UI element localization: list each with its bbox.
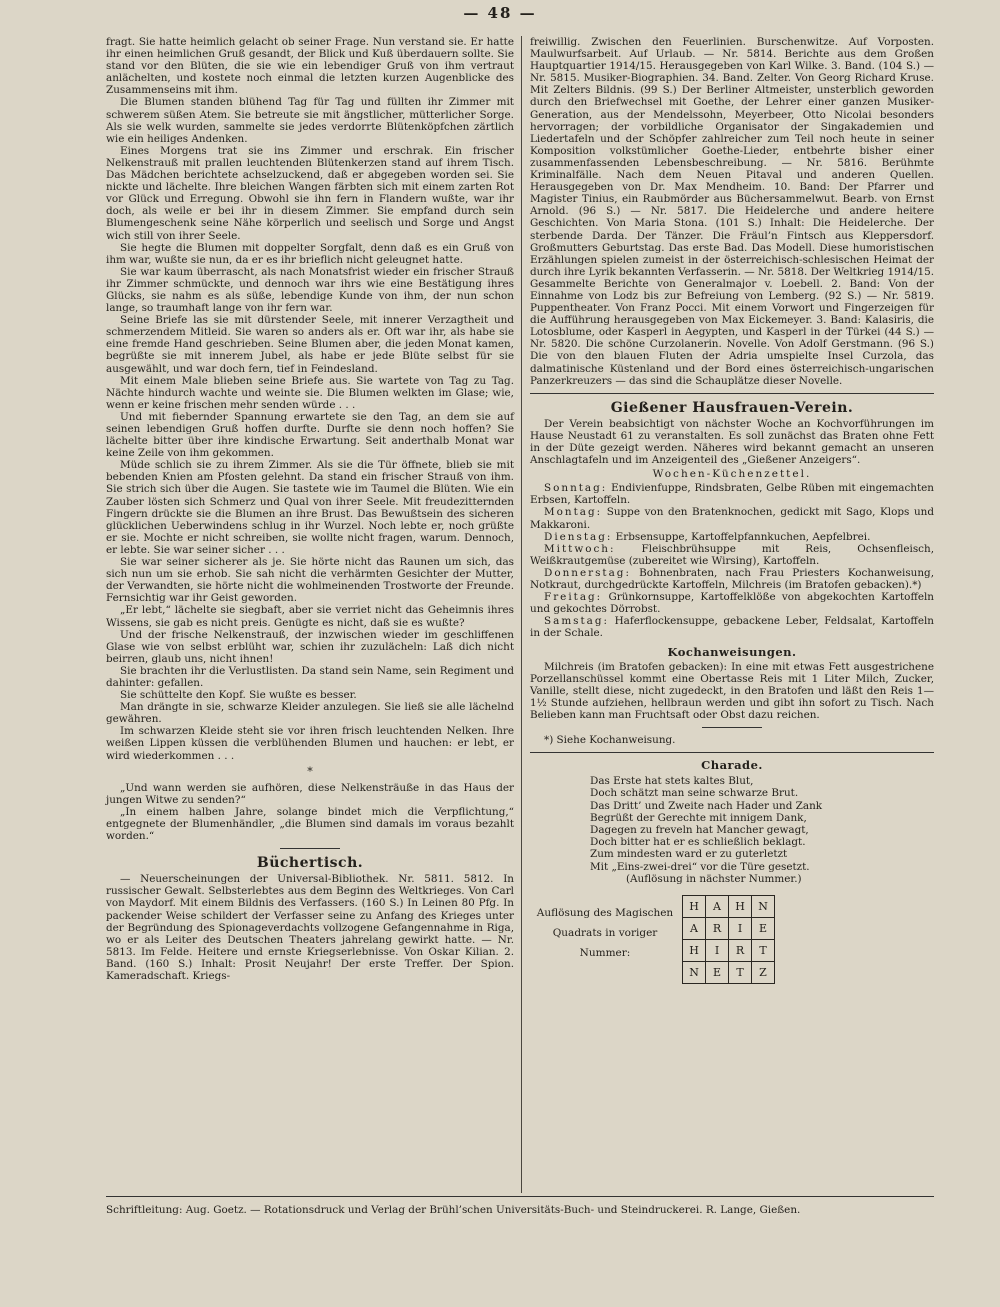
story-paragraph: „Er lebt,“ lächelte sie siegbaft, aber sie verriet nicht das Geheimnis ihres Wissens, sie gab es nicht preis. Genügte es nicht, daß sie es wußte? <box>106 604 514 629</box>
story-paragraph: „Und wann werden sie aufhören, diese Nelkensträuße in das Haus der jungen Witwe zu senden?“ <box>106 781 514 806</box>
menu-text: Erbsensuppe, Kartoffelpfannkuchen, Aepfelbrei. <box>615 530 871 543</box>
menu-text: Endivienfuppe, Rindsbraten, Gelbe Rüben mit eingemachten Erbsen, Kartoffeln. <box>530 482 934 507</box>
story-paragraph: Mit einem Male blieben seine Briefe aus. Sie wartete von Tag zu Tag. Nächte hindurch wachte und weinte sie. Die Blumen welkten im Glase; wie, wenn er keine frischen mehr senden würde . . . <box>106 374 514 411</box>
menu-day: Samstag: <box>544 615 610 628</box>
menu-day: Montag: <box>544 506 603 519</box>
section-star-divider: * <box>307 764 313 778</box>
story-paragraph: Sie hegte die Blumen mit doppelter Sorgfalt, denn daß es ein Gruß von ihm war, wußte sie nun, da er es ihr brieflich nicht geleugnet hatte. <box>106 241 514 266</box>
story-paragraph: „In einem halben Jahre, solange bindet mich die Verpflichtung,“ entgegnete der Blumenhändler, „die Blumen sind damals im voraus bezahlt worden.“ <box>106 805 514 843</box>
grid-cell: A <box>683 918 706 940</box>
charade-line: Zum mindesten ward er zu guterletzt <box>590 848 788 861</box>
verein-paragraph: Der Verein beabsichtigt von nächster Woche an Kochvorführungen im Hause Neustadt 61 zu veranstalten. Es soll zunächst das Braten ohne Fett in der Düte gezeigt werden. Näheres wird bekannt gemacht an unseren Anschlagtafeln und im Anzeigenteil des „Gießener Anzeigers“. <box>530 417 934 467</box>
grid-cell: T <box>752 940 775 962</box>
story-paragraph: Und mit fiebernder Spannung erwartete sie den Tag, an dem sie auf seinen lebendigen Gruß hoffen durfte. Durfte sie denn noch hoffen? Sie lächelte bitter über ihre kindische Erwartung. Seit anderthalb Monat war keine Zeile von ihm gekommen. <box>106 410 514 460</box>
grid-cell: I <box>706 940 729 962</box>
buechertisch-continued: freiwillig. Zwischen den Feuerlinien. Burschenwitze. Auf Vorposten. Maulwurfsarbeit. Auf Urlaub. — Nr. 5814. Berichte aus dem Großen Hauptquartier 1914/15. Herausgegeben von Karl Wilke. 3. Band. (104 S.) — Nr. 5815. Musiker-Biographien. 34. Band. Zelter. Von Georg Richard Kruse. Mit Zelters Bildnis. (99 S.) Der Berliner Altmeister, unsterblich geworden durch den Briefwechsel mit Goethe, der Lehrer einer ganzen Musiker-Generation, aus der Mendelssohn, Meyerbeer, Otto Nicolai besonders hervorragen; der vorbildliche Organisator der Singakademien und Liedertafeln und der Schöpfer zahlreicher zum Teil noch heute in seiner Komposition volkstümlicher Goethe-Lieder, entbehrte bisher einer zusammenfassenden Lebensbeschreibung. — Nr. 5816. Berühmte Kriminalfälle. Nach dem Neuen Pitaval und anderen Quellen. Herausgegeben von Dr. Max Mendheim. 10. Band: Der Pfarrer und Magister Tinius, ein Raubmörder aus Büchersammelwut. Bearb. von Ernst Arnold. (96 S.) — Nr. 5817. Die Heidelerche und andere heitere Geschichten. Von Maria Stona. (101 S.) Inhalt: Die Heidelerche. Der sterbende Darda. Der Tänzer. Die Fräul’n Fintsch aus Kleppersdorf. Großmutters Geburtstag. Das erste Bad. Das Modell. Diese humoristischen Erzählungen spielen zumeist in der österreichisch-schlesischen Heimat der durch ihre Lyrik bekannten Verfasserin. — Nr. 5818. Der Weltkrieg 1914/15. Gesammelte Berichte von Generalmajor v. Loebell. 2. Band: Von der Einnahme von Lodz bis zur Befreiung von Lemberg. (92 S.) — Nr. 5819. Puppentheater. Von Franz Pocci. Mit einem Vorwort und Fingerzeigen für die Aufführung herausgegeben von Max Eickemeyer. 3. Band: Kalasiris, die Lotosblume, oder Kasperl in Aegypten, und Kasperl in der Türkei (44 S.) — Nr. 5820. Die schöne Curzolanerin. Novelle. Von Adolf Gerstmann. (96 S.) Die von den blauen Fluten der Adria umspielte Insel Curzola, das dalmatinische Küstenland und der Bord eines österreichisch-ungarischen Panzerkreuzers — das sind die Schauplätze dieser Novelle. <box>530 36 934 387</box>
story-paragraph: Und der frische Nelkenstrauß, der inzwischen wieder im geschliffenen Glase wie von selbst erblüht war, schien ihr zuzulächeln: Laß dich nicht beirren, glaub uns, nicht ihnen! <box>106 628 514 665</box>
story-paragraph: Müde schlich sie zu ihrem Zimmer. Als sie die Tür öffnete, blieb sie mit bebenden Knien am Pfosten gelehnt. Da stand ein frischer Strauß von ihm. Sie strich sich über die Augen. Sie tastete wie im Taumel die Blüten. Wie ein Zauber lösten sich Schmerz und Qual von ihrer Seele. Mit freudezitternden Fingern drückte sie die Blumen an ihre Brust. Das Bewußtsein des sicheren glücklichen Ueberwindens schlug in ihr Wurzel. Noch lebte er, noch grüßte er sie. Mochte er nicht schreiben, sie wollte nicht fragen, warum. Dennoch, er lebte. Sie war seiner sicher . . . <box>106 459 514 556</box>
story-paragraph: Sie war seiner sicherer als je. Sie hörte nicht das Raunen um sich, das sich nun um sie erhob. Sie sah nicht die verhärmten Gesichter der Mutter, der Verwandten, sie hörte nicht die wohlmeinenden Trostworte der Freunde. Fernsichtig war ihr Geist geworden. <box>106 556 514 605</box>
right-column <box>530 36 934 991</box>
menu-text: Fleischbrühsuppe mit Reis, Ochsenfleisch, Weißkrautgemüse (zubereitet wie Wirsing), Kartoffeln. <box>530 542 934 567</box>
charade-solution-note: (Auflösung in nächster Nummer.) <box>626 872 802 885</box>
charade-poem <box>590 775 934 885</box>
menu-list <box>530 482 934 639</box>
buechertisch-heading: Büchertisch. <box>256 855 364 872</box>
story-paragraph: Man drängte in sie, schwarze Kleider anzulegen. Sie ließ sie alle lächelnd gewähren. <box>106 701 514 726</box>
charade-line: Dagegen zu freveln hat Mancher gewagt, <box>590 824 809 837</box>
story-paragraph: Im schwarzen Kleide steht sie vor ihren frisch leuchtenden Nelken. Ihre weißen Lippen küssen die verblühenden Blumen und hauchen: er lebt, er wird wiederkommen . . . <box>106 725 514 762</box>
story-paragraph: Sie war kaum überrascht, als nach Monatsfrist wieder ein frischer Strauß ihr Zimmer schmückte, und dennoch war ihrs wie eine Bestätigung ihres Glücks, sie nahm es als süße, lebendige Kunde von ihm, der nun schon lange, so traumhaft lange von ihr fern war. <box>106 265 514 315</box>
menu-day: Donnerstag: <box>544 566 631 579</box>
charade-line: Doch schätzt man seine schwarze Brut. <box>590 787 799 800</box>
divider <box>530 752 934 753</box>
menu-day: Freitag: <box>544 591 603 604</box>
menu-item <box>530 506 934 530</box>
grid-cell: Z <box>752 962 775 984</box>
magic-square-label: Auflösung des Magischen Quadrats in voriger Nummer: <box>536 907 674 960</box>
kuechenzettel-heading: Wochen-Küchenzettel. <box>652 468 812 481</box>
story-paragraph: Sie schüttelte den Kopf. Sie wußte es besser. <box>120 689 357 702</box>
menu-day: Sonntag: <box>544 482 608 495</box>
footer-divider <box>106 1196 934 1197</box>
grid-cell: R <box>729 940 752 962</box>
grid-cell: H <box>683 940 706 962</box>
magic-square-solution <box>530 895 934 991</box>
left-column <box>106 36 514 982</box>
kochanweisung-paragraph: Milchreis (im Bratofen gebacken): In eine mit etwas Fett ausgestrichene Porzellanschüssel kommt eine Obertasse Reis mit 1 Liter Milch, Zucker, Vanille, stellt diese, nicht zugedeckt, in den Bratofen und läßt den Reis 1—1½ Stunde aufziehen, hellbraun werden und gibt ihn sofort zu Tisch. Nach Belieben kann man Fruchtsaft oder Obst dazu reichen. <box>530 660 934 721</box>
grid-cell: H <box>729 896 752 918</box>
menu-text: Grünkornsuppe, Kartoffelklöße von abgekochten Kartoffeln und gekochtes Dörrobst. <box>530 591 934 616</box>
menu-item <box>530 615 934 639</box>
charade-heading: Charade. <box>701 758 763 773</box>
grid-cell: N <box>752 896 775 918</box>
grid-cell: H <box>683 896 706 918</box>
menu-item <box>530 543 934 567</box>
page-number: — 48 — <box>463 4 537 22</box>
story-paragraph: Seine Briefe las sie mit dürstender Seele, mit innerer Verzagtheit und schmerzendem Mitleid. Sie waren so anders als er. Oft war ihr, als habe sie eine fremde Hand geschrieben. Seine Blumen aber, die jeden Monat kamen, begrüßte sie mit innerem Jubel, als habe er jede Blüte selbst für sie ausgewählt, und war doch fern, tief in Feindesland. <box>106 314 514 375</box>
magic-square-grid <box>682 895 775 984</box>
charade-line: Begrüßt der Gerechte mit innigem Dank, <box>590 811 807 824</box>
menu-item <box>530 567 934 591</box>
charade-line: Das Erste hat stets kaltes Blut, <box>590 775 754 788</box>
buechertisch-paragraph: — Neuerscheinungen der Universal-Bibliothek. Nr. 5811. 5812. In russischer Gewalt. Selbsterlebtes aus dem Beginn des Weltkrieges. Von Carl von Maydorf. Mit einem Bildnis des Verfassers. (160 S.) In Leinen 80 Pfg. In packender Weise schildert der Verfasser seine zu Anfang des Krieges unter der Begründung des Spionageverdachts vollzogene Gefangennahme in Riga, wo er als Leiter des Deutschen Theaters jahrelang gewirkt hatte. — Nr. 5813. Im Felde. Heitere und ernste Kriegserlebnisse. Von Oskar Kilian. 2. Band. (160 S.) Inhalt: Prosit Neujahr! Der erste Treffer. Der Spion. Kameradschaft. Kriegs- <box>106 873 514 983</box>
story-paragraph: fragt. Sie hatte heimlich gelacht ob seiner Frage. Nun verstand sie. Er hatte ihr einen heimlichen Gruß gesandt, der Blick und Kuß überdauern sollte. Sie stand vor den Blüten, die sie wie ein lebendiger Gruß von ihm vertraut anlächelten, und kostete noch einmal die letzten kurzen Augenblicke des Zusammenseins mit ihm. <box>106 36 514 97</box>
charade-line: Das Dritt’ und Zweite nach Hader und Zank <box>590 799 823 812</box>
menu-item <box>530 591 934 615</box>
menu-day: Dienstag: <box>544 530 613 543</box>
kochanweisungen-heading: Kochanweisungen. <box>667 644 797 659</box>
menu-item <box>530 482 934 506</box>
menu-text: Haferflockensuppe, gebackene Leber, Feldsalat, Kartoffeln in der Schale. <box>530 615 934 640</box>
grid-cell: T <box>729 962 752 984</box>
divider <box>702 727 762 728</box>
divider <box>280 848 340 849</box>
grid-cell: R <box>706 918 729 940</box>
story-paragraph: Sie brachten ihr die Verlustlisten. Da stand sein Name, sein Regiment und dahinter: gefallen. <box>106 664 514 689</box>
menu-text: Bohnenbraten, nach Frau Priesters Kochanweisung, Notkraut, durchgedrückte Kartoffeln, Milchreis (im Bratofen gebacken).*) <box>530 566 934 592</box>
menu-text: Suppe von den Bratenknochen, gedickt mit Sago, Klops und Makkaroni. <box>530 506 934 531</box>
footnote: *) Siehe Kochanweisung. <box>544 734 676 747</box>
charade-line: Mit „Eins-zwei-drei“ vor die Türe gesetzt. <box>590 860 810 873</box>
imprint-footer: Schriftleitung: Aug. Goetz. — Rotationsdruck und Verlag der Brühl’schen Universitäts-Buch- und Steindruckerei. R. Lange, Gießen. <box>106 1204 801 1216</box>
story-paragraph: Eines Morgens trat sie ins Zimmer und erschrak. Ein frischer Nelkenstrauß mit prallen leuchtenden Blütenkerzen stand auf ihrem Tisch. Das Mädchen berichtete achselzuckend, daß er abgegeben worden sei. Sie nickte und lächelte. Ihre bleichen Wangen färbten sich mit einem zarten Rot vor Glück und Erregung. Obwohl sie ihn fern in Flandern wußte, war ihr doch, als weile er bei ihr in diesem Zimmer. Sie empfand durch sein Blumengeschenk seine Nähe körperlich und seelisch und Sorge und Angst wich still von ihrer Seele. <box>106 144 514 242</box>
grid-cell: E <box>752 918 775 940</box>
story-paragraph: Die Blumen standen blühend Tag für Tag und füllten ihr Zimmer mit schwerem süßen Atem. Sie betreute sie mit ängstlicher, mütterlicher Sorge. Als sie welk wurden, sammelte sie jedes verdorrte Blütenköpfchen zärtlich wie ein heiliges Andenken. <box>106 96 514 145</box>
hausfrauen-verein-heading: Gießener Hausfrauen-Verein. <box>610 399 854 416</box>
grid-cell: E <box>706 962 729 984</box>
menu-item <box>530 531 934 543</box>
grid-cell: A <box>706 896 729 918</box>
column-divider <box>521 36 522 1193</box>
divider <box>530 393 934 394</box>
charade-line: Doch bitter hat er es schließlich beklagt. <box>590 836 806 849</box>
menu-day: Mittwoch: <box>544 542 616 555</box>
grid-cell: N <box>683 962 706 984</box>
grid-cell: I <box>729 918 752 940</box>
